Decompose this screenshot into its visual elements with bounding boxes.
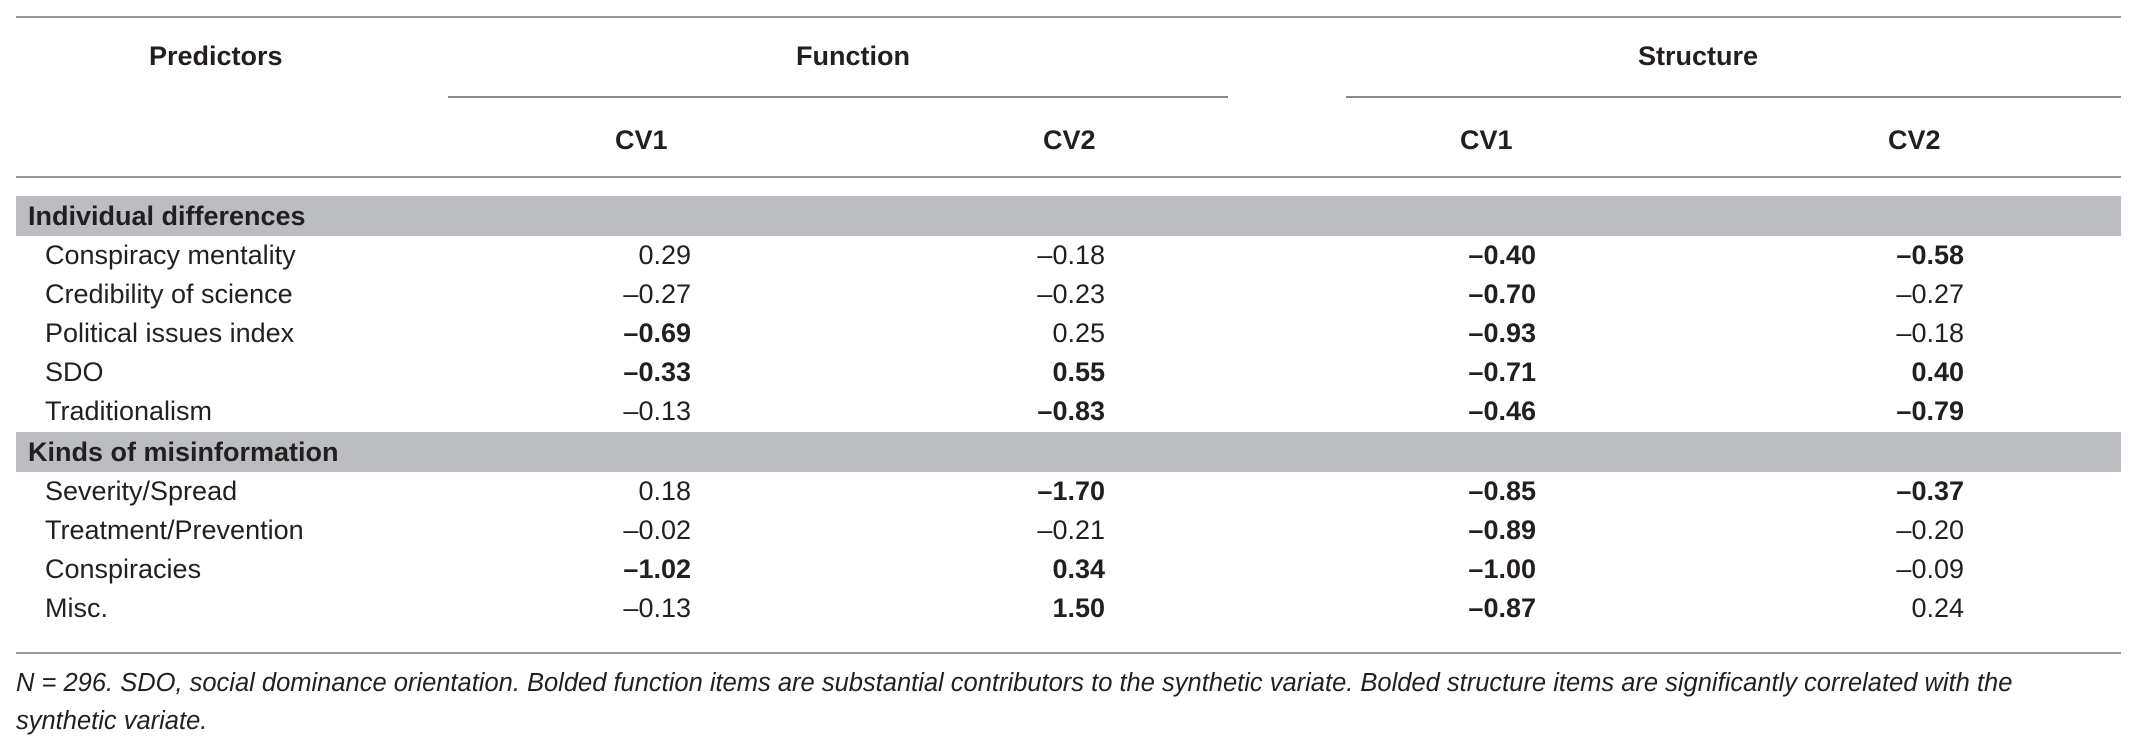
function-cv1-value: –0.13 [623,396,691,426]
structure-cv1-value: –1.00 [1468,554,1536,584]
function-cv2-value: –0.83 [1037,396,1105,426]
structure-cv2-value: –0.37 [1896,476,1964,506]
structure-cv2-value: –0.18 [1896,318,1964,348]
function-cv1-value: –0.13 [623,593,691,623]
structure-cv1-value: –0.71 [1468,357,1536,387]
structure-cv2-value: –0.20 [1896,515,1964,545]
section-title: Kinds of misinformation [28,437,339,467]
function-cv1-value: –0.33 [623,357,691,387]
structure-spanner-rule [1346,96,2121,98]
structure-cv2-value: 0.24 [1911,593,1964,623]
structure-cv1-value: –0.85 [1468,476,1536,506]
table-bottom-rule [16,652,2121,654]
function-cv2-value: 0.55 [1052,357,1105,387]
section-band-kinds-of-misinformation [16,432,2121,472]
section-band-individual-differences [16,196,2121,236]
function-cv1-value: 0.18 [638,476,691,506]
row-label: SDO [45,357,104,387]
function-cv2-value: –0.18 [1037,240,1105,270]
table-row [16,392,2121,431]
table-row [16,275,2121,314]
function-cv2-value: –1.70 [1037,476,1105,506]
structure-cv2-value: –0.58 [1896,240,1964,270]
row-label: Misc. [45,593,108,623]
structure-cv1-value: –0.87 [1468,593,1536,623]
table-row [16,353,2121,392]
table-row [16,472,2121,511]
function-cv1-value: –0.69 [623,318,691,348]
function-cv2-value: 1.50 [1052,593,1105,623]
structure-cv1-value: –0.93 [1468,318,1536,348]
function-cv1-value: –0.02 [623,515,691,545]
row-label: Treatment/Prevention [45,515,304,545]
row-label: Traditionalism [45,396,213,426]
table-row [16,550,2121,589]
structure-cv2-value: –0.27 [1896,279,1964,309]
function-cv1-value: 0.29 [638,240,691,270]
header-structure-cv2: CV2 [1888,125,1941,155]
structure-cv1-value: –0.89 [1468,515,1536,545]
function-spanner-rule [448,96,1228,98]
table-row [16,314,2121,353]
table-row [16,236,2121,275]
structure-cv1-value: –0.46 [1468,396,1536,426]
header-bottom-rule [16,176,2121,178]
structure-cv1-value: –0.70 [1468,279,1536,309]
function-cv2-value: –0.21 [1037,515,1105,545]
header-function: Function [796,41,910,71]
table-row [16,589,2121,628]
structure-cv2-value: –0.09 [1896,554,1964,584]
row-label: Conspiracy mentality [45,240,296,270]
row-label: Credibility of science [45,279,293,309]
table-row [16,511,2121,550]
structure-cv2-value: –0.79 [1896,396,1964,426]
function-cv2-value: 0.34 [1052,554,1105,584]
structure-cv2-value: 0.40 [1911,357,1964,387]
header-function-cv2: CV2 [1043,125,1096,155]
function-cv2-value: –0.23 [1037,279,1105,309]
function-cv1-value: –0.27 [623,279,691,309]
row-label: Conspiracies [45,554,202,584]
header-predictors: Predictors [149,41,283,71]
function-cv2-value: 0.25 [1052,318,1105,348]
row-label: Severity/Spread [45,476,238,506]
table-footnote: N = 296. SDO, social dominance orientation. Bolded function items are substantial contributors to the synthetic variate. Bolded structure items are significantly correlated with the synthetic variate. [16,669,2013,735]
header-structure: Structure [1638,41,1759,71]
row-label: Political issues index [45,318,295,348]
section-title: Individual differences [28,201,306,231]
structure-cv1-value: –0.40 [1468,240,1536,270]
function-cv1-value: –1.02 [623,554,691,584]
header-structure-cv1: CV1 [1460,125,1513,155]
top-rule [16,16,2121,18]
header-function-cv1: CV1 [615,125,668,155]
